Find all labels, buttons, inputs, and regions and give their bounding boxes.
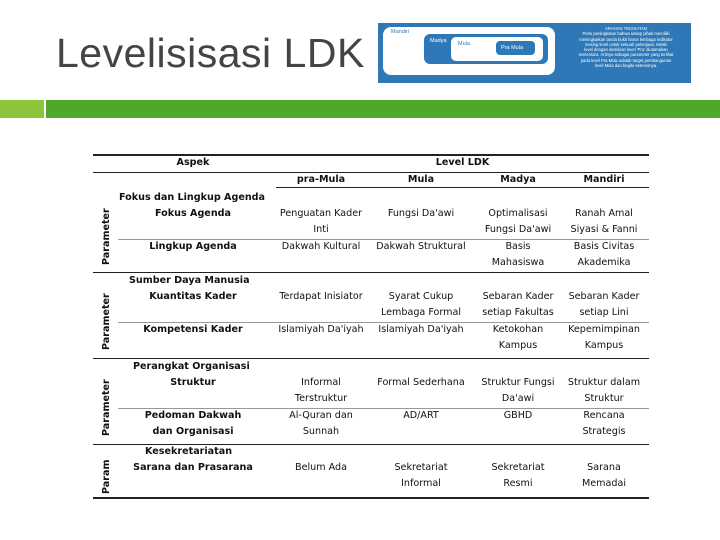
aspect-name: Kuantitas Kader (149, 291, 237, 302)
cell: Syarat Cukup Lembaga Formal (380, 291, 462, 318)
diagram-description (564, 26, 688, 68)
cell: Dakwah Kultural (281, 241, 361, 252)
diagram-text-line: pada level Pra Mula adalah target pembangunan (580, 57, 672, 63)
cell: GBHD (503, 410, 533, 421)
cell: Sekretariat Resmi (491, 462, 545, 489)
table-bottom-rule (93, 497, 649, 499)
aspect-name: Pedoman Dakwah dan Organisasi (144, 410, 242, 437)
cell: Formal Sederhana (377, 377, 465, 388)
header-aspek: Aspek (176, 157, 210, 168)
cell: Struktur dalam Struktur (567, 377, 641, 404)
diagram-text-line: level dengan demikian level 'Pra' diutamakan (584, 47, 668, 53)
diagram-label-mula: Mula (458, 41, 470, 47)
parameter-label: Parameter (101, 379, 112, 437)
diagram-label-mandiri: Mandiri (391, 29, 410, 35)
cell: Terdapat Inisiator (279, 291, 363, 302)
header-madya: Madya (500, 174, 536, 185)
cell: Belum Ada (295, 462, 347, 473)
diagram-text-line: level Mula dan begitu seterusnya. (594, 63, 658, 69)
cell: Dakwah Struktural (376, 241, 466, 252)
parameter-label: Parameter (101, 208, 112, 266)
cell: AD/ART (403, 410, 439, 421)
cell: Sekretariat Informal (394, 462, 448, 489)
cell: Penguatan Kader Inti (279, 208, 363, 235)
slide-title: Levelisisasi LDK (56, 30, 365, 76)
cell: Fungsi Da'awi (387, 208, 455, 219)
header-mula: Mula (407, 174, 435, 185)
header-pra-mula: pra-Mula (296, 174, 346, 185)
section-title: Perangkat Organisasi (133, 361, 250, 372)
diagram-text-line: masing level untuk sebuah pekerjaan, Meski (584, 41, 668, 47)
cell: Sarana Memadai (581, 462, 627, 489)
cell: Optimalisasi Fungsi Da'awi (484, 208, 552, 235)
level-table (93, 154, 649, 499)
diagram-text-line: ARAHAN TINGKATAN (605, 26, 647, 31)
title-rule-bar (46, 100, 720, 118)
cell: Rencana Strategis (582, 410, 626, 437)
parameter-label: Param (101, 459, 112, 495)
aspect-name: Struktur (170, 377, 216, 388)
cell: Struktur Fungsi Da'awi (481, 377, 555, 404)
cell: Ketokohan Kampus (492, 324, 544, 351)
title-rule-accent (0, 100, 44, 118)
section-title: Sumber Daya Manusia (129, 275, 250, 286)
cell: Ranah Amal Siyasi & Fanni (570, 208, 638, 235)
diagram-label-pramula: Pra Mula (501, 45, 524, 51)
cell: Islamiyah Da'iyah (378, 324, 464, 335)
aspect-name: Lingkup Agenda (149, 241, 237, 252)
header-level-ldk: Level LDK (435, 157, 490, 168)
cell: Islamiyah Da'iyah (278, 324, 364, 335)
cell: Kepemimpinan Kampus (568, 324, 640, 351)
section-title: Kesekretariatan (145, 446, 233, 457)
header-mandiri: Mandiri (583, 174, 625, 185)
cell: Informal Terstruktur (294, 377, 348, 404)
diagram-text-line: meningkatkan tanda bukti harus lembaga indikator (579, 36, 673, 42)
parameter-label: Parameter (101, 293, 112, 351)
cell: Sebaran Kader setiap Fakultas (482, 291, 554, 318)
section-title: Fokus dan Lingkup Agenda (119, 192, 266, 203)
level-diagram (378, 23, 691, 83)
cell: Basis Mahasiswa (491, 241, 545, 268)
aspect-name: Fokus Agenda (155, 208, 231, 219)
diagram-text-line: Perlu peningkatan bahwa setiap pihak memiliki (582, 31, 670, 37)
aspect-name: Sarana dan Prasarana (133, 462, 253, 473)
diagram-label-madya: Madya (430, 38, 447, 44)
aspect-name: Kompetensi Kader (143, 324, 243, 335)
cell: Al-Quran dan Sunnah (289, 410, 353, 437)
diagram-text-line: sementara. Artinya sebagai parameter yang terlihat (578, 52, 674, 58)
cell: Basis Civitas Akademika (573, 241, 635, 268)
cell: Sebaran Kader setiap Lini (568, 291, 640, 318)
